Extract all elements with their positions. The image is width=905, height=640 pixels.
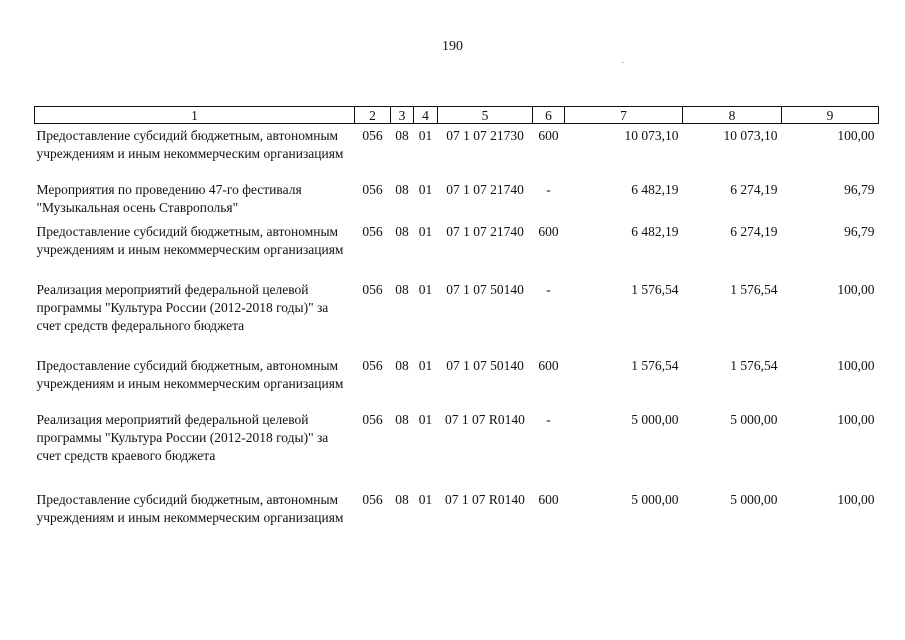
expense-type-code: 600: [538, 128, 559, 143]
column-header: 5: [438, 107, 533, 124]
table-header-row: [35, 107, 879, 124]
column-header: 2: [355, 107, 391, 124]
ministry-code: 056: [362, 411, 383, 427]
target-article-code: 07 1 07 50140: [446, 281, 524, 297]
planned-amount: 1 576,54: [631, 357, 679, 373]
ministry-code: 056: [362, 181, 383, 197]
target-article-code: 07 1 07 R0140: [445, 411, 525, 427]
column-header: 8: [683, 107, 782, 124]
expense-name: Мероприятия по проведению 47-го фестиваля "Музыкальная осень Ставрополья": [36, 181, 302, 215]
subsection-code: 01: [418, 411, 433, 427]
planned-amount: 6 482,19: [631, 223, 679, 239]
expense-name: Предоставление субсидий бюджетным, автономным учреждениям и иным некоммерческим организациям: [36, 357, 344, 391]
expense-type-code: -: [546, 281, 551, 297]
table-row: [35, 178, 879, 220]
column-header: 4: [414, 107, 438, 124]
execution-percent: 100,00: [837, 128, 875, 143]
executed-amount: 6 274,19: [730, 181, 778, 197]
target-article-code: 07 1 07 R0140: [445, 491, 525, 507]
expense-name: Предоставление субсидий бюджетным, автономным учреждениям и иным некоммерческим организациям: [36, 491, 344, 525]
execution-percent: 100,00: [837, 411, 875, 427]
execution-percent: 100,00: [837, 357, 875, 373]
planned-amount: 10 073,10: [624, 128, 679, 143]
executed-amount: 1 576,54: [730, 281, 778, 297]
expense-type-code: 600: [538, 223, 559, 239]
subsection-code: 01: [418, 357, 433, 373]
subsection-code: 01: [418, 281, 433, 297]
subsection-code: 01: [418, 491, 433, 507]
table-row: [35, 278, 879, 354]
ministry-code: 056: [362, 357, 383, 373]
section-code: 08: [395, 223, 409, 239]
expense-name: Реализация мероприятий федеральной целевой программы "Культура России (2012-2018 годы)" за счет средств федерального бюджета: [36, 281, 329, 333]
page-number: 190: [442, 39, 463, 54]
table-row: [35, 408, 879, 488]
ministry-code: 056: [362, 281, 383, 297]
execution-percent: 96,79: [844, 223, 875, 239]
target-article-code: 07 1 07 21740: [446, 181, 524, 197]
table-row: [35, 220, 879, 278]
target-article-code: 07 1 07 50140: [446, 357, 524, 373]
target-article-code: 07 1 07 21730: [446, 128, 524, 143]
section-code: 08: [395, 411, 409, 427]
expense-type-code: -: [546, 181, 551, 197]
expense-name: Реализация мероприятий федеральной целевой программы "Культура России (2012-2018 годы)" за счет средств краевого бюджета: [36, 411, 329, 463]
expense-type-code: 600: [538, 357, 559, 373]
scan-speck: [622, 62, 624, 63]
table-row: [35, 124, 879, 178]
executed-amount: 5 000,00: [730, 491, 778, 507]
ministry-code: 056: [362, 491, 383, 507]
budget-table: [34, 106, 879, 544]
target-article-code: 07 1 07 21740: [446, 223, 524, 239]
planned-amount: 5 000,00: [631, 491, 679, 507]
executed-amount: 1 576,54: [730, 357, 778, 373]
expense-name: Предоставление субсидий бюджетным, автономным учреждениям и иным некоммерческим организациям: [36, 223, 344, 257]
column-header: 7: [565, 107, 683, 124]
subsection-code: 01: [418, 223, 433, 239]
planned-amount: 1 576,54: [631, 281, 679, 297]
execution-percent: 96,79: [844, 181, 875, 197]
column-header: 1: [35, 107, 355, 124]
expense-type-code: 600: [538, 491, 559, 507]
section-code: 08: [395, 181, 409, 197]
subsection-code: 01: [418, 128, 433, 143]
ministry-code: 056: [362, 223, 383, 239]
expense-type-code: -: [546, 411, 551, 427]
executed-amount: 5 000,00: [730, 411, 778, 427]
expense-name: Предоставление субсидий бюджетным, автономным учреждениям и иным некоммерческим организациям: [36, 128, 344, 161]
column-header: 3: [391, 107, 414, 124]
executed-amount: 10 073,10: [723, 128, 778, 143]
table-row: [35, 488, 879, 544]
section-code: 08: [395, 357, 409, 373]
column-header: 9: [782, 107, 879, 124]
execution-percent: 100,00: [837, 491, 875, 507]
section-code: 08: [395, 281, 409, 297]
section-code: 08: [395, 128, 409, 143]
table-row: [35, 354, 879, 408]
executed-amount: 6 274,19: [730, 223, 778, 239]
execution-percent: 100,00: [837, 281, 875, 297]
column-header: 6: [533, 107, 565, 124]
planned-amount: 6 482,19: [631, 181, 679, 197]
planned-amount: 5 000,00: [631, 411, 679, 427]
subsection-code: 01: [418, 181, 433, 197]
section-code: 08: [395, 491, 409, 507]
ministry-code: 056: [362, 128, 383, 143]
